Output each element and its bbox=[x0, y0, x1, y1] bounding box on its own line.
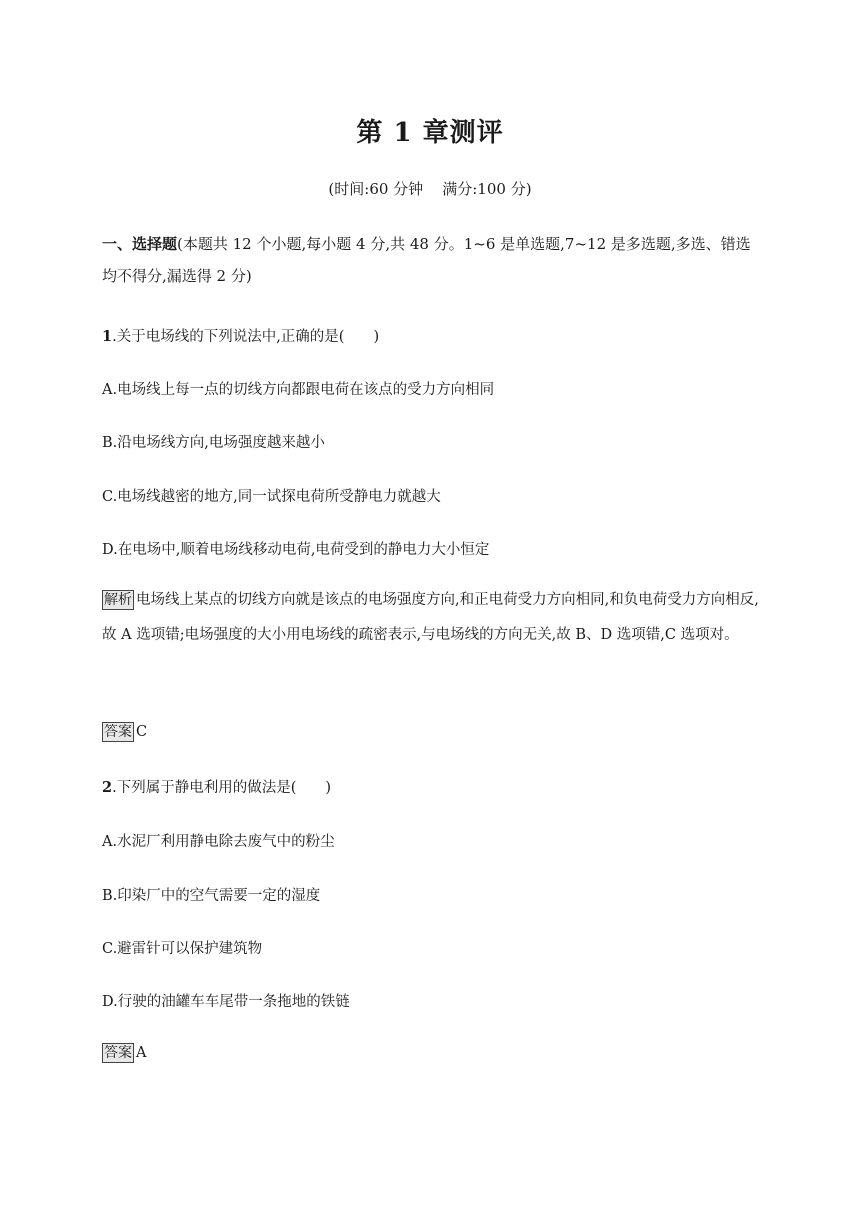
option-d: D.在电场中,顺着电场线移动电荷,电荷受到的静电力大小恒定 bbox=[102, 542, 490, 558]
question-text: .下列属于静电利用的做法是( ) bbox=[112, 780, 332, 796]
answer-label: 答案 bbox=[104, 724, 132, 740]
analysis-block bbox=[102, 583, 762, 653]
option-d: D.行驶的油罐车车尾带一条拖地的铁链 bbox=[102, 994, 350, 1010]
question-stem bbox=[102, 325, 379, 346]
analysis-text: 电场线上某点的切线方向就是该点的电场强度方向,和正电荷受力方向相同,和负电荷受力方向相反,故 A 选项错;电场强度的大小用电场线的疏密表示,与电场线的方向无关,故 B、D 选项错,C 选项对。 bbox=[102, 592, 759, 643]
answer-label: 答案 bbox=[104, 1045, 132, 1061]
option-a: A.电场线上每一点的切线方向都跟电荷在该点的受力方向相同 bbox=[102, 382, 495, 398]
section-description: (本题共 12 个小题,每小题 4 分,共 48 分。1~6 是单选题,7~12 是多选题,多选、错选均不得分,漏选得 2 分) bbox=[102, 235, 751, 285]
section-heading bbox=[102, 228, 762, 292]
answer-row bbox=[102, 1043, 146, 1063]
option-b: B.沿电场线方向,电场强度越来越小 bbox=[102, 435, 325, 451]
exam-info: (时间:60 分钟 满分:100 分) bbox=[328, 180, 532, 198]
option-c: C.避雷针可以保护建筑物 bbox=[102, 941, 263, 957]
question-stem bbox=[102, 776, 331, 797]
option-c: C.电场线越密的地方,同一试探电荷所受静电力就越大 bbox=[102, 489, 441, 505]
section-title: 一、选择题 bbox=[102, 235, 178, 253]
question-text: .关于电场线的下列说法中,正确的是( ) bbox=[112, 329, 380, 345]
analysis-label: 解析 bbox=[104, 592, 132, 608]
question-number: 1 bbox=[102, 328, 113, 345]
option-b: B.印染厂中的空气需要一定的湿度 bbox=[102, 888, 321, 904]
option-a: A.水泥厂利用静电除去废气中的粉尘 bbox=[102, 834, 335, 850]
page-title: 第 1 章测评 bbox=[356, 118, 504, 148]
question-number: 2 bbox=[102, 779, 113, 796]
answer-row bbox=[102, 722, 147, 742]
answer-value: C bbox=[136, 724, 148, 740]
answer-value: A bbox=[136, 1045, 147, 1061]
